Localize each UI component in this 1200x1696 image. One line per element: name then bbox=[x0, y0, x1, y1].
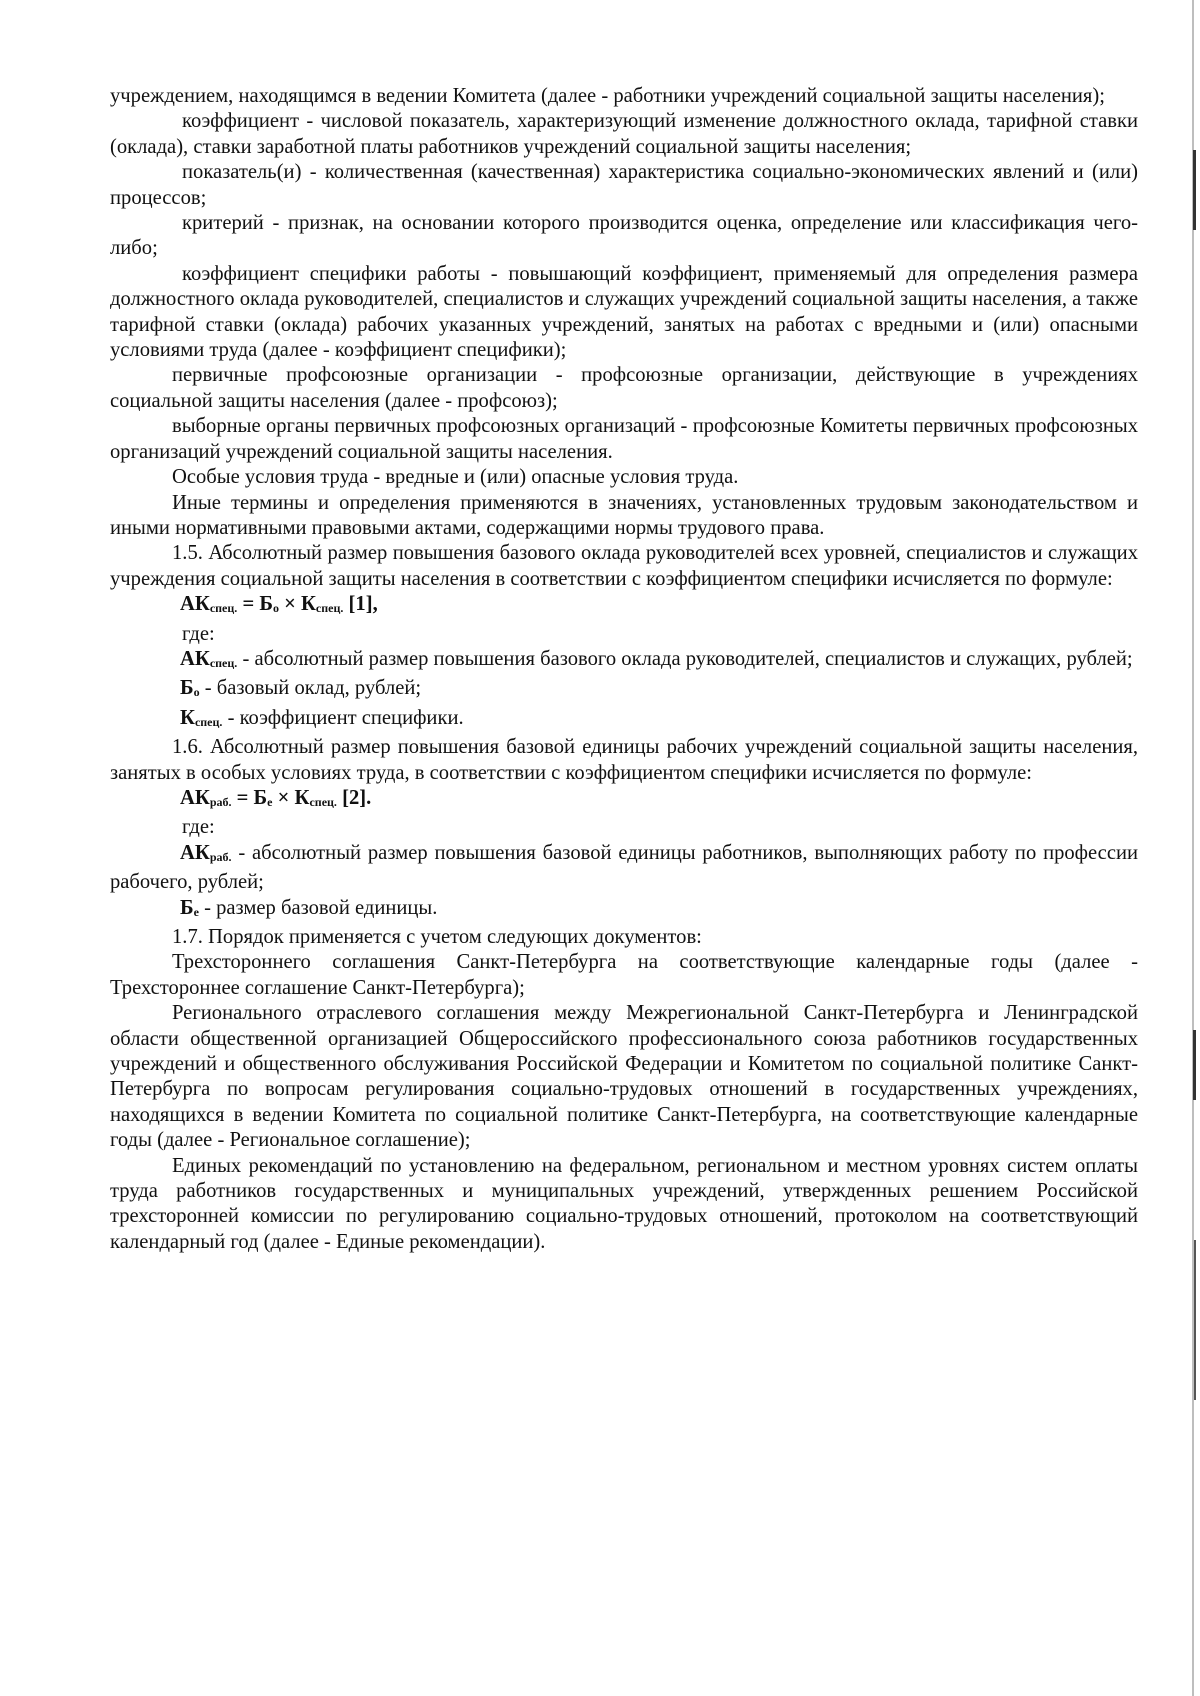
paragraph: Особые условия труда - вредные и (или) опасные условия труда. bbox=[172, 466, 739, 489]
scan-edge-mark bbox=[1193, 1030, 1196, 1100]
paragraph: коэффициент - числовой показатель, характеризующий изменение должностного оклада, тарифной ставки (оклада), ставки заработной платы работников учреждений социальной защиты населения; bbox=[110, 110, 1138, 158]
paragraph: 1.7. Порядок применяется с учетом следующих документов: bbox=[172, 926, 702, 948]
formula-2: $АК_{раб.} = Б_е \times К_{спец.}$ [2]. bbox=[180, 786, 372, 809]
paragraph: критерий - признак, на основании которого производится оценка, определение или классификация чего-либо; bbox=[110, 212, 1138, 260]
paragraph: Иные термины и определения применяются в значениях, установленных трудовым законодательством и иными нормативными правовыми актами, содержащими нормы трудового права. bbox=[110, 491, 1138, 539]
scan-edge-mark bbox=[1194, 1240, 1196, 1400]
paragraph: Единых рекомендаций по установлению на федеральном, региональном и местном уровнях систем оплаты труда работников государственных и муниципальных учреждений, утвержденных решением Российской трехсторонней комиссии по регулированию социально-трудовых отношений, протоколом на соответствующий календарный год (далее - Единые рекомендации). bbox=[110, 1154, 1138, 1253]
paragraph: выборные органы первичных профсоюзных организаций - профсоюзные Комитеты первичных профсоюзных организаций учреждений социальной защиты населения. bbox=[110, 415, 1138, 463]
paragraph: 1.6. Абсолютный размер повышения базовой единицы рабочих учреждений социальной защиты населения, занятых в особых условиях труда, в соответствии с коэффициентом специфики исчисляется по формуле: bbox=[110, 736, 1138, 784]
definition: $К_{спец.}$ - коэффициент специфики. bbox=[180, 706, 464, 729]
definition: $АК_{раб.}$ - абсолютный размер повышения базовой единицы работников, выполняющих работу по профессии рабочего, рублей; bbox=[110, 841, 1138, 894]
paragraph: коэффициент специфики работы - повышающий коэффициент, применяемый для определения размера должностного оклада руководителей, специалистов и служащих учреждений социальной защиты населения, а также тарифной ставки (оклада) рабочих указанных учреждений, занятых на работах с вредными и (или) опасными условиями труда (далее - коэффициент специфики); bbox=[110, 262, 1138, 362]
definition: $АК_{спец.}$ - абсолютный размер повышения базового оклада руководителей, специалистов и служащих, рублей; bbox=[180, 647, 1133, 670]
paragraph: первичные профсоюзные организации - профсоюзные организации, действующие в учреждениях социальной защиты населения (далее - профсоюз); bbox=[110, 364, 1138, 412]
definition: $Б_е$ - размер базовой единицы. bbox=[180, 896, 438, 919]
where-label: где: bbox=[182, 816, 215, 839]
definition: $Б_о$ - базовый оклад, рублей; bbox=[180, 677, 422, 700]
scan-edge-mark bbox=[1193, 150, 1196, 230]
paragraph: Трехстороннего соглашения Санкт-Петербурга на соответствующие календарные годы (далее - Трехстороннее соглашение Санкт-Петербурга); bbox=[110, 951, 1138, 999]
where-label: где: bbox=[182, 622, 215, 645]
paragraph: учреждением, находящимся в ведении Комитета (далее - работники учреждений социальной защиты населения); bbox=[110, 85, 1105, 107]
paragraph: показатель(и) - количественная (качественная) характеристика социально-экономических явлений и (или) процессов; bbox=[110, 161, 1138, 209]
formula-1: $АК_{спец.} = Б_о \times К_{спец.}$ [1], bbox=[180, 593, 378, 616]
document-page bbox=[110, 84, 1138, 1255]
paragraph: 1.5. Абсолютный размер повышения базового оклада руководителей всех уровней, специалистов и служащих учреждения социальной защиты населения в соответствии с коэффициентом специфики исчисляется по формуле: bbox=[110, 542, 1138, 590]
scan-edge-line bbox=[1192, 0, 1194, 1696]
paragraph: Регионального отраслевого соглашения между Межрегиональной Санкт-Петербурга и Ленинградской области общественной организацией Общероссийского профессионального союза работников государственных учреждений и общественного обслуживания Российской Федерации и Комитетом по социальной политике Санкт-Петербурга по вопросам регулирования социально-трудовых отношений в государственных учреждениях, находящихся в ведении Комитета по социальной политике Санкт-Петербурга, на соответствующие календарные годы (далее - Региональное соглашение); bbox=[110, 1002, 1138, 1152]
